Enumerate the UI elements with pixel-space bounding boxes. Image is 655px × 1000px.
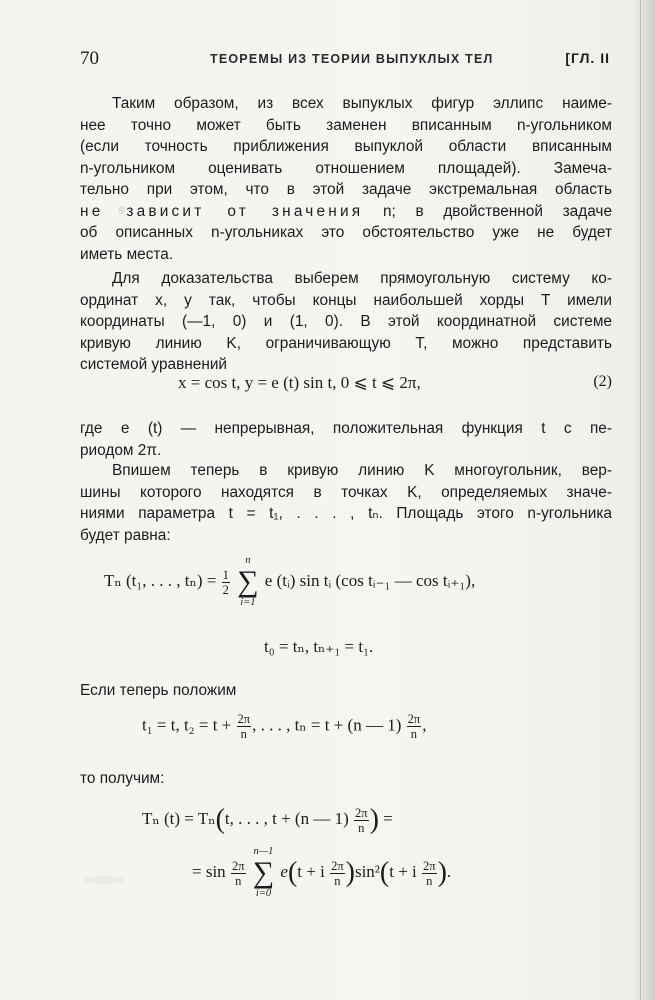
text-line: нее точно может быть заменен вписанным n-угольником xyxy=(80,116,612,134)
text-line: (если точность приближения выпуклой области вписанным xyxy=(80,138,612,155)
text-line: где e (t) — непрерывная, положительная функция t с пе- xyxy=(80,420,612,437)
left-paren: ( xyxy=(379,857,390,888)
equation-body: t₀ = tₙ, tₙ₊₁ = t₁. xyxy=(264,637,374,656)
chapter-label: [ГЛ. II xyxy=(565,50,610,66)
paragraph-1 xyxy=(80,93,612,265)
sigma-symbol: ∑ xyxy=(237,565,259,598)
fraction-two-pi-over-n: $\frac{2\pi}{n}$ xyxy=(331,858,344,888)
paragraph-4 xyxy=(80,460,612,546)
text-line: иметь места. xyxy=(80,245,174,263)
right-paren: ) xyxy=(437,857,447,888)
text-line: то получим: xyxy=(80,770,165,787)
text-line: кривую линию K, ограничивающую T, можно представить xyxy=(80,334,612,352)
equation-body: e (tᵢ) sin tᵢ (cos tᵢ₋₁ — cos tᵢ₊₁), xyxy=(264,570,476,590)
sum-lower-limit: i=1 xyxy=(240,597,256,608)
page-number: 70 xyxy=(80,48,99,69)
text-line: n-угольником оценивать отношением площадей). Замеча- xyxy=(80,159,612,177)
equation-number: (2) xyxy=(593,373,612,390)
fraction-two-pi-over-n: $\frac{2\pi}{n}$ xyxy=(407,712,421,741)
text-line: системой уравнений xyxy=(80,356,228,373)
equation-part: t₁ = t, t₂ = t + xyxy=(142,715,232,735)
text-line: об описанных n-угольниках это обстоятельство уже не будет xyxy=(80,224,612,241)
summation-operator xyxy=(237,555,258,609)
text-line: координаты (—1, 0) и (1, 0). В этой координатной системе xyxy=(80,313,612,330)
argument: t + i xyxy=(389,861,417,881)
paragraph-6 xyxy=(80,768,612,790)
scan-smudge xyxy=(84,876,124,884)
equation-lhs: Tₙ (t) = Tₙ xyxy=(142,808,216,828)
equation-area-sum xyxy=(104,555,475,609)
fraction-two-pi-over-n: $\frac{2\pi}{n}$ xyxy=(231,858,245,888)
text-line: ординат x, y так, чтобы концы наибольшей хорды T имели xyxy=(80,291,612,309)
page-edge-line xyxy=(640,0,641,1000)
left-paren: ( xyxy=(215,804,225,835)
ink-speck xyxy=(118,206,125,214)
function-e: e xyxy=(280,861,288,881)
equation-body: x = cos t, y = e (t) sin t, 0 ⩽ t ⩽ 2π, xyxy=(178,373,421,392)
text-line: Если теперь положим xyxy=(80,682,237,699)
paragraph-2 xyxy=(80,268,612,376)
sigma-symbol: ∑ xyxy=(252,856,275,889)
equation-substitution xyxy=(142,712,426,741)
equation-part: , . . . , tₙ = t + (n — 1) xyxy=(252,715,402,735)
text-line: Таким образом, из всех выпуклых фигур эллипс наиме- xyxy=(112,95,612,112)
right-paren: ) xyxy=(369,804,379,835)
sine-squared: sin² xyxy=(354,861,380,881)
text-line: будет равна: xyxy=(80,526,171,544)
text-line: Для доказательства выберем прямоугольную систему ко- xyxy=(112,270,612,287)
argument: t + i xyxy=(297,861,325,881)
sum-upper-limit: n—1 xyxy=(253,846,274,857)
left-paren: ( xyxy=(287,857,298,888)
fraction-two-pi-over-n: $\frac{2\pi}{n}$ xyxy=(237,712,251,741)
text-fragment: n; в двойственной задаче xyxy=(382,202,613,220)
text-line: риодом 2π. xyxy=(80,441,162,459)
page-spine-shadow xyxy=(633,0,655,1000)
sum-upper-limit: n xyxy=(245,555,251,566)
summation-operator xyxy=(253,846,274,900)
equation-inner: t, . . . , t + (n — 1) xyxy=(224,808,349,828)
text-line xyxy=(80,201,612,223)
equals-sign: = xyxy=(383,808,393,828)
fraction-two-pi-over-n: $\frac{2\pi}{n}$ xyxy=(355,805,368,835)
fraction-half: $\frac{1}{2}$ xyxy=(222,567,229,597)
running-header xyxy=(80,48,610,72)
sum-lower-limit: i=0 xyxy=(255,888,272,899)
spaced-emphasis: не зависит от значения xyxy=(80,202,364,220)
equation-lhs: Tₙ (t₁, . . . , tₙ) = xyxy=(104,570,217,590)
text-line: тельно при этом, что в этой задаче экстремальная область xyxy=(80,181,612,198)
right-paren: ) xyxy=(345,857,355,888)
equation-boundary xyxy=(264,637,373,657)
equation-lead: = sin xyxy=(192,861,226,881)
equation-tn-of-t xyxy=(142,804,393,836)
running-title: ТЕОРЕМЫ ИЗ ТЕОРИИ ВЫПУКЛЫХ ТЕЛ xyxy=(210,52,494,66)
equation-final-sum xyxy=(192,846,451,900)
paragraph-3 xyxy=(80,418,612,461)
paragraph-5 xyxy=(80,680,612,702)
text-line: ниями параметра t = t₁, . . . , tₙ. Площадь этого n-угольника xyxy=(80,505,612,522)
equation-part: , xyxy=(422,715,427,735)
text-line: шины которого находятся в точках K, определяемых значе- xyxy=(80,483,612,501)
fraction-two-pi-over-n: $\frac{2\pi}{n}$ xyxy=(423,858,436,888)
text-line: Впишем теперь в кривую линию K многоугольник, вер- xyxy=(112,462,612,479)
period: . xyxy=(446,861,452,881)
